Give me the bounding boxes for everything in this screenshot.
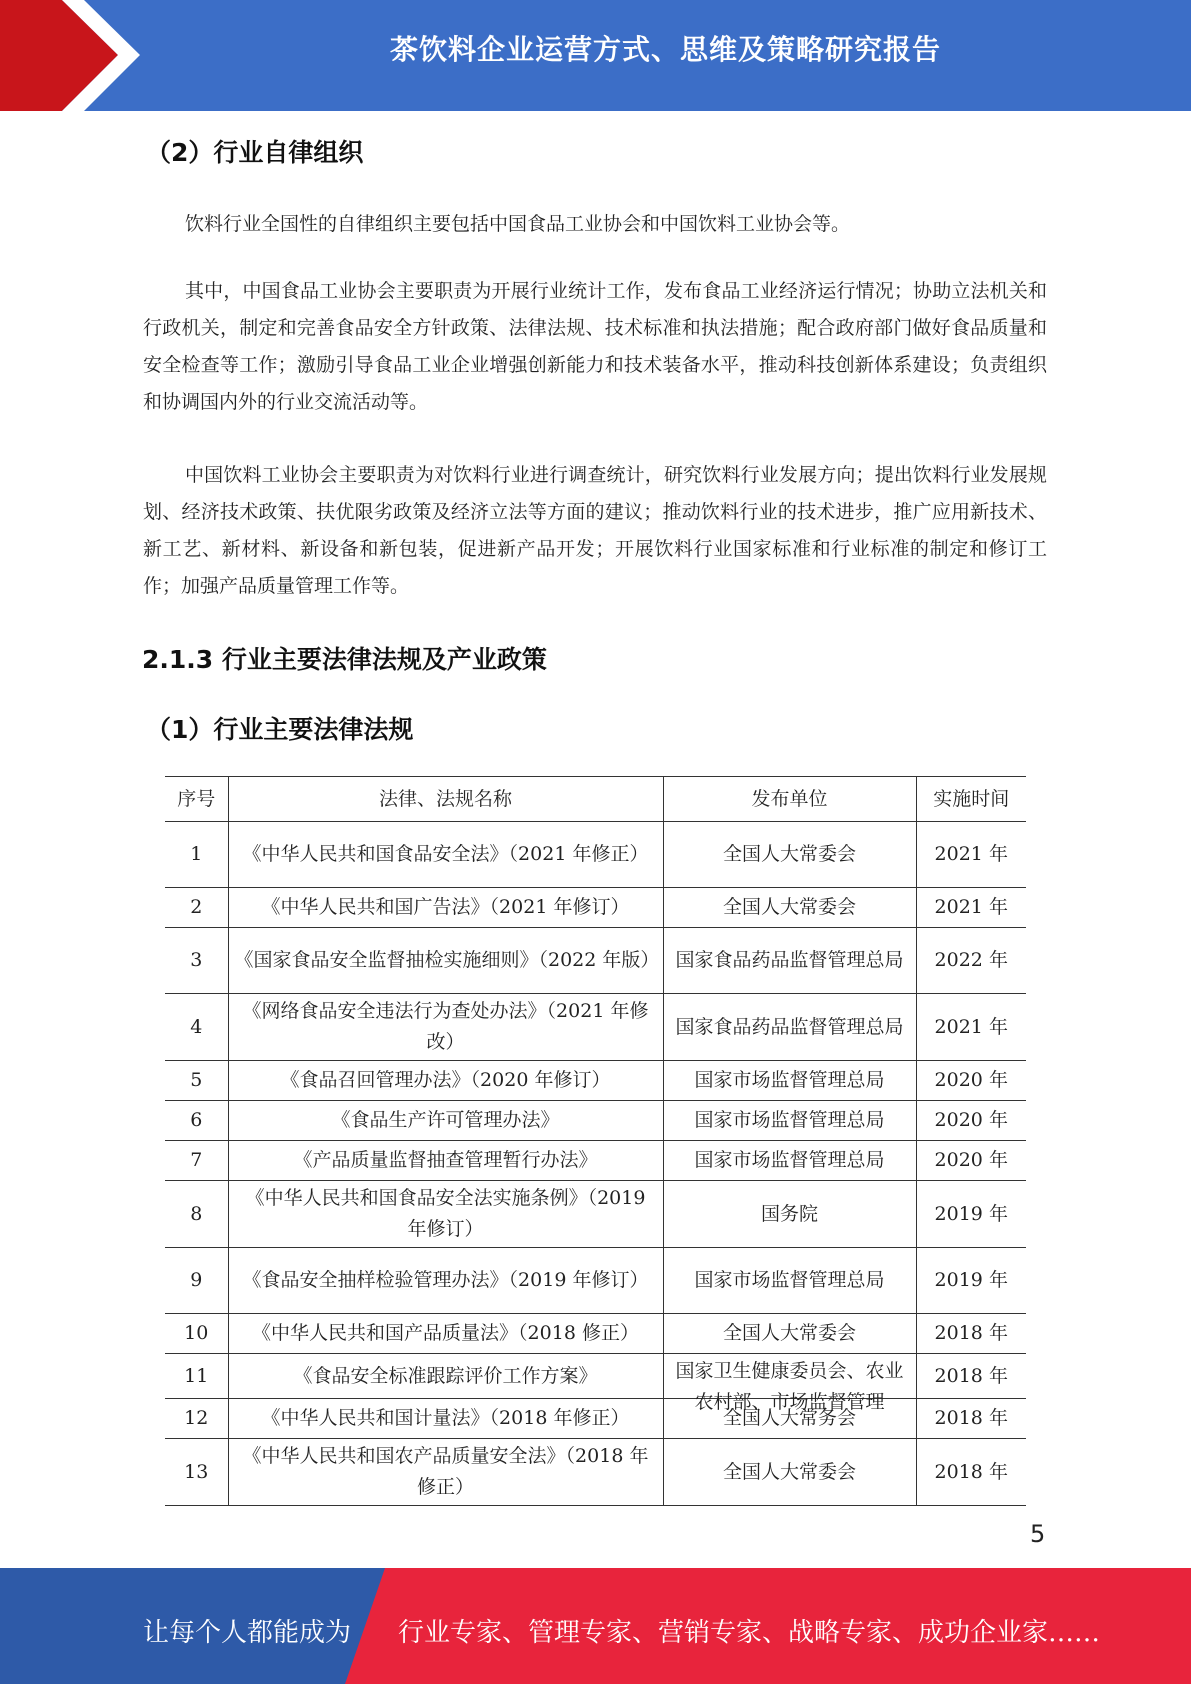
table-row bbox=[165, 1248, 1026, 1314]
cell-issuer: 国家食品药品监督管理总局 bbox=[663, 928, 916, 994]
table-row bbox=[165, 888, 1026, 928]
table-row bbox=[165, 1354, 1026, 1399]
cell-date: 2019 年 bbox=[916, 1181, 1026, 1248]
cell-no: 11 bbox=[165, 1354, 228, 1399]
cell-date: 2020 年 bbox=[916, 1141, 1026, 1181]
cell-no: 3 bbox=[165, 928, 228, 994]
cell-issuer: 全国人大常委会 bbox=[663, 1439, 916, 1506]
cell-no: 2 bbox=[165, 888, 228, 928]
cell-date: 2018 年 bbox=[916, 1399, 1026, 1439]
table-row bbox=[165, 1314, 1026, 1354]
cell-date: 2021 年 bbox=[916, 994, 1026, 1061]
cell-issuer: 国家市场监督管理总局 bbox=[663, 1061, 916, 1101]
paragraph-3: 中国饮料工业协会主要职责为对饮料行业进行调查统计，研究饮料行业发展方向；提出饮料行业发展规划、经济技术政策、扶优限劣政策及经济立法等方面的建议；推动饮料行业的技术进步，推广应用新技术、新工艺、新材料、新设备和新包装，促进新产品开发；开展饮料行业国家标准和行业标准的制定和修订工作；加强产品质量管理工作等。 bbox=[143, 464, 1047, 597]
header-bar bbox=[0, 0, 1191, 111]
paragraph-1: 饮料行业全国性的自律组织主要包括中国食品工业协会和中国饮料工业协会等。 bbox=[185, 213, 851, 235]
document-title: 茶饮料企业运营方式、思维及策略研究报告 bbox=[389, 33, 941, 66]
cell-issuer: 全国人大常务会 bbox=[663, 1399, 916, 1439]
header-no: 序号 bbox=[165, 777, 228, 822]
cell-issuer-text: 国家卫生健康委员会、农业农村部、市场监督管理 bbox=[675, 1360, 904, 1413]
cell-no: 6 bbox=[165, 1101, 228, 1141]
cell-no: 4 bbox=[165, 994, 228, 1061]
cell-date: 2021 年 bbox=[916, 822, 1026, 888]
header-issuer: 发布单位 bbox=[663, 777, 916, 822]
section-heading-laws: 2.1.3 行业主要法律法规及产业政策 bbox=[142, 645, 547, 674]
cell-issuer: 国务院 bbox=[663, 1181, 916, 1248]
header-name: 法律、法规名称 bbox=[228, 777, 663, 822]
footer-banner bbox=[0, 1568, 1191, 1684]
laws-table bbox=[165, 776, 1026, 1506]
cell-issuer bbox=[663, 1354, 916, 1413]
cell-date: 2020 年 bbox=[916, 1101, 1026, 1141]
cell-date: 2018 年 bbox=[916, 1314, 1026, 1354]
subsection-heading-laws: （1）行业主要法律法规 bbox=[146, 715, 414, 744]
table-row bbox=[165, 1141, 1026, 1181]
cell-issuer: 全国人大常委会 bbox=[663, 888, 916, 928]
section-heading-self-regulation: （2）行业自律组织 bbox=[146, 138, 364, 167]
cell-issuer: 国家市场监督管理总局 bbox=[663, 1141, 916, 1181]
cell-name: 《食品安全标准跟踪评价工作方案》 bbox=[228, 1354, 663, 1399]
cell-no: 9 bbox=[165, 1248, 228, 1314]
cell-no: 13 bbox=[165, 1439, 228, 1506]
cell-name: 《产品质量监督抽查管理暂行办法》 bbox=[228, 1141, 663, 1181]
cell-name: 《网络食品安全违法行为查处办法》（2021 年修改） bbox=[228, 994, 663, 1061]
table-row bbox=[165, 1439, 1026, 1506]
cell-name: 《食品生产许可管理办法》 bbox=[228, 1101, 663, 1141]
cell-name: 《国家食品安全监督抽检实施细则》（2022 年版） bbox=[228, 928, 663, 994]
table-row bbox=[165, 1061, 1026, 1101]
cell-no: 5 bbox=[165, 1061, 228, 1101]
cell-name: 《食品召回管理办法》（2020 年修订） bbox=[228, 1061, 663, 1101]
table-row bbox=[165, 1181, 1026, 1248]
cell-issuer: 全国人大常委会 bbox=[663, 1314, 916, 1354]
cell-date: 2019 年 bbox=[916, 1248, 1026, 1314]
cell-name: 《中华人民共和国食品安全法实施条例》（2019 年修订） bbox=[228, 1181, 663, 1248]
cell-issuer: 国家市场监督管理总局 bbox=[663, 1101, 916, 1141]
table-header-row bbox=[165, 777, 1026, 822]
footer-slogan-right: 行业专家、管理专家、营销专家、战略专家、成功企业家…… bbox=[398, 1618, 1101, 1648]
cell-name: 《中华人民共和国广告法》（2021 年修订） bbox=[228, 888, 663, 928]
cell-date: 2022 年 bbox=[916, 928, 1026, 994]
cell-name: 《中华人民共和国农产品质量安全法》（2018 年修正） bbox=[228, 1439, 663, 1506]
cell-name: 《食品安全抽样检验管理办法》（2019 年修订） bbox=[228, 1248, 663, 1314]
paragraph-2: 其中，中国食品工业协会主要职责为开展行业统计工作，发布食品工业经济运行情况；协助立法机关和行政机关，制定和完善食品安全方针政策、法律法规、技术标准和执法措施；配合政府部门做好食品质量和安全检查等工作；激励引导食品工业企业增强创新能力和技术装备水平，推动科技创新体系建设；负责组织和协调国内外的行业交流活动等。 bbox=[143, 280, 1047, 413]
cell-date: 2021 年 bbox=[916, 888, 1026, 928]
cell-issuer: 全国人大常委会 bbox=[663, 822, 916, 888]
table-row bbox=[165, 1101, 1026, 1141]
table-row bbox=[165, 1399, 1026, 1439]
footer-slogan-left: 让每个人都能成为 bbox=[143, 1618, 352, 1648]
cell-date: 2018 年 bbox=[916, 1354, 1026, 1399]
table-row bbox=[165, 994, 1026, 1061]
cell-issuer: 国家市场监督管理总局 bbox=[663, 1248, 916, 1314]
header-date: 实施时间 bbox=[916, 777, 1026, 822]
cell-no: 7 bbox=[165, 1141, 228, 1181]
cell-no: 10 bbox=[165, 1314, 228, 1354]
cell-issuer: 国家食品药品监督管理总局 bbox=[663, 994, 916, 1061]
cell-name: 《中华人民共和国食品安全法》（2021 年修正） bbox=[228, 822, 663, 888]
cell-no: 1 bbox=[165, 822, 228, 888]
cell-no: 8 bbox=[165, 1181, 228, 1248]
table-row bbox=[165, 822, 1026, 888]
cell-name: 《中华人民共和国产品质量法》（2018 修正） bbox=[228, 1314, 663, 1354]
cell-date: 2018 年 bbox=[916, 1439, 1026, 1506]
page-number: 5 bbox=[1030, 1520, 1046, 1548]
cell-date: 2020 年 bbox=[916, 1061, 1026, 1101]
cell-name: 《中华人民共和国计量法》（2018 年修正） bbox=[228, 1399, 663, 1439]
table-row bbox=[165, 928, 1026, 994]
cell-no: 12 bbox=[165, 1399, 228, 1439]
